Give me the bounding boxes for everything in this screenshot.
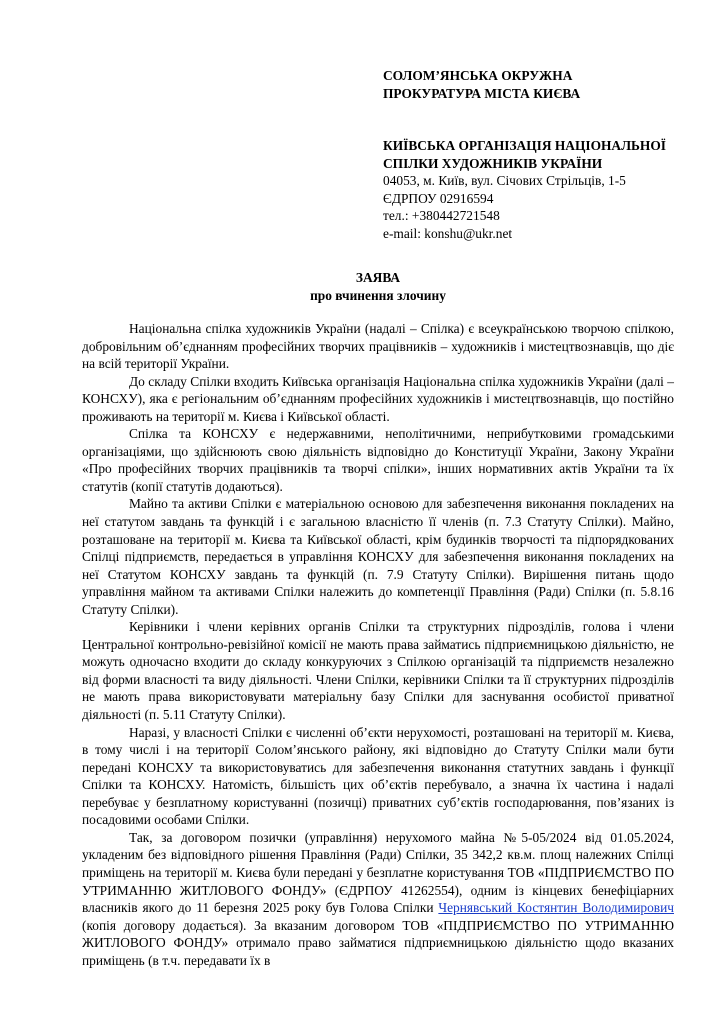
paragraph-7-text-end: (копія договору додається). За вказаним договором ТОВ «ПІДПРИЄМСТВО ПО УТРИМАННЮ ЖИТЛОВОГО ФОНДУ» отримало право займатися підприємницькою діяльністю щодо вказаних приміщень (в т.ч. передавати їх в [82, 917, 674, 968]
paragraph-1: Національна спілка художників України (надалі – Спілка) є всеукраїнською творчою спілкою, добровільним об’єднанням професійних творчих працівників – художників і мистецтвознавців, що діє на всій території України. [82, 321, 674, 372]
sender-edrpou: ЄДРПОУ 02916594 [383, 190, 494, 206]
sender-phone: тел.: +380442721548 [383, 208, 500, 223]
sender-email: e-mail: konshu@ukr.net [383, 225, 513, 241]
paragraph-2: До складу Спілки входить Київська організація Національна спілка художників України (далі – КОНСХУ), яка є регіональним об’єднанням професійних художників і мистецтвознавців, що постійно проживають на території м. Києва і Київської області. [82, 373, 674, 424]
paragraph-6: Наразі, у власності Спілки є численні об’єкти нерухомості, розташовані на території м. Києва, в тому числі і на території Солом’янського району, які відповідно до Статуту Спілки мали бути передані КОНСХУ та використовуватись для забезпечення виконання статутних завдань і функції Спілки та КОНСХУ. Натомість, більшість цих об’єктів перебувало, а значна їх частина і надалі перебуває у безплатному користуванні (позичці) приватних суб’єктів господарювання, пов’язаних із посадовими особами Спілки. [82, 724, 674, 828]
person-name-link[interactable]: Чернявський Костянтин Володимирович [438, 900, 674, 916]
document-body [82, 320, 674, 969]
sender-name-line-2: СПІЛКИ ХУДОЖНИКІВ УКРАЇНИ [383, 155, 603, 171]
addressee-line-2: ПРОКУРАТУРА МІСТА КИЄВА [383, 85, 581, 101]
sender-address: 04053, м. Київ, вул. Січових Стрільців, 1-5 [383, 173, 626, 188]
document-subtitle: про вчинення злочину [310, 288, 446, 303]
sender-name-line-1: КИЇВСЬКА ОРГАНІЗАЦІЯ НАЦІОНАЛЬНОЇ [383, 138, 666, 153]
paragraph-4: Майно та активи Спілки є матеріальною основою для забезпечення виконання покладених на неї статутом завдань та функцій і є загальною власністю її членів (п. 7.3 Статуту Спілки). Майно, розташоване на території м. Києва та Київської області, крім будинків творчості та підпорядкованих Спілці підприємств, передається в управління КОНСХУ для забезпечення виконання покладених на неї Статутом КОНСХУ завдань та функцій (п. 7.9 Статуту Спілки). Вирішення питань щодо управління майном та активами Спілки належить до компетенції Правління (Ради) Спілки (п. 5.8.16 Статуту Спілки). [82, 496, 674, 617]
addressee-line-1: СОЛОМ’ЯНСЬКА ОКРУЖНА [383, 68, 573, 83]
document-title: ЗАЯВА [355, 270, 401, 285]
document-title-block [82, 269, 674, 305]
paragraph-3: Спілка та КОНСХУ є недержавними, неполітичними, неприбутковими громадськими організаціями, що здійснюють свою діяльність відповідно до Конституції України, Закону України «Про професійних творчих працівників та творчі спілки», інших нормативних актів України та їх статутів (копії статутів додаються). [82, 426, 674, 494]
sender-block [383, 137, 718, 242]
paragraph-7-text-start: Так, за договором позички (управління) нерухомого майна №5-05/2024 від 01.05.2024, укладеним без відповідного рішення Правління (Ради) Спілки, 35 342,2 кв.м. площ належних Спілці приміщень на території м. Києва були передані у безплатне користування ТОВ «ПІДПРИЄМСТВО ПО УТРИМАННЮ ЖИТЛОВОГО ФОНДУ» (ЄДРПОУ 41262554), одним із кінцевих бенефіціарних власників якого до 11 березня 2025 року був Голова Спілки [82, 829, 674, 916]
paragraph-5: Керівники і члени керівних органів Спілки та структурних підрозділів, голова і члени Центральної контрольно-ревізійної комісії не мають права займатись підприємницькою діяльністю, не можуть одночасно входити до складу конкуруючих з Спілкою організацій та підприємств незалежно від форми власності та виду діяльності. Члени Спілки, керівники Спілки та її структурних підрозділів не мають права використовувати матеріальну базу Спілки для заснування особистої приватної діяльності (п. 5.11 Статуту Спілки). [82, 619, 674, 723]
paragraph-7 [82, 829, 674, 969]
addressee-block [383, 67, 718, 102]
